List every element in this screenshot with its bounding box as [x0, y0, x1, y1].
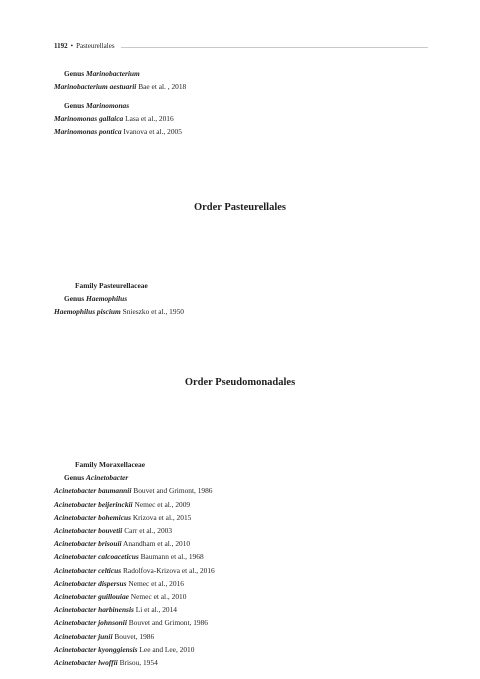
species-authority: Nemec et al., 2016 — [128, 578, 184, 588]
order-title-pasteurellales: Order Pasteurellales — [193, 202, 287, 213]
species-entry — [0, 616, 480, 629]
species-entry — [0, 590, 480, 603]
species-authority: Krizova et al., 2015 — [132, 512, 192, 522]
header-rule — [121, 47, 428, 48]
species-entry — [0, 511, 480, 524]
species-name: Acinetobacter dispersus — [54, 578, 127, 588]
species-name: Acinetobacter lwoffii — [54, 658, 118, 668]
species-entry — [0, 305, 480, 318]
genus-name: Marinomonas — [86, 101, 130, 110]
species-entry — [0, 112, 480, 125]
genus-prefix: Genus — [64, 101, 85, 110]
species-authority: Bouvet and Grimont, 1986 — [128, 618, 208, 628]
genus-prefix: Genus — [64, 473, 85, 483]
species-entry — [0, 564, 480, 577]
species-entry — [0, 524, 480, 537]
genus-heading — [0, 471, 480, 484]
species-entry — [0, 80, 480, 93]
species-name: Marinomonas pontica — [54, 127, 122, 137]
species-name: Acinetobacter bouvetii — [54, 526, 123, 536]
species-entry — [0, 484, 480, 497]
header-separator: • — [70, 42, 74, 50]
species-name: Acinetobacter beijerinckii — [54, 499, 133, 509]
family-heading: Family Pasteurellaceae — [75, 281, 148, 290]
family-heading: Family Moraxellaceae — [75, 460, 145, 469]
species-entry — [0, 630, 480, 643]
species-authority: Baumann et al., 1968 — [140, 552, 204, 562]
species-name: Acinetobacter brisouii — [54, 539, 122, 549]
species-name: Marinobacterium aestuarii — [54, 82, 137, 92]
species-name: Acinetobacter harbinensis — [54, 605, 134, 615]
species-name: Acinetobacter baumannii — [54, 486, 132, 496]
species-authority: Bae et al. , 2018 — [138, 82, 187, 92]
species-authority: Radolfova-Krizova et al., 2016 — [122, 565, 215, 575]
marinomonas-block — [0, 99, 480, 139]
species-authority: Ivanova et al., 2005 — [123, 127, 182, 137]
species-entry — [0, 498, 480, 511]
species-authority: Bouvet and Grimont, 1986 — [133, 486, 213, 496]
genus-prefix: Genus — [64, 294, 85, 304]
marinobacterium-block — [0, 67, 480, 93]
species-authority: Carr et al., 2003 — [124, 526, 173, 536]
species-authority: Snieszko et al., 1950 — [122, 307, 184, 317]
genus-heading — [0, 292, 480, 305]
genus-name: Acinetobacter — [86, 473, 129, 483]
genus-name: Marinobacterium — [86, 69, 140, 78]
species-name: Haemophilus piscium — [54, 307, 121, 317]
genus-prefix: Genus — [64, 69, 85, 78]
moraxellaceae-block — [0, 458, 480, 669]
running-header — [54, 41, 115, 51]
species-name: Acinetobacter calcoaceticus — [54, 552, 139, 562]
species-name: Acinetobacter guillouiae — [54, 592, 129, 602]
species-authority: Anandham et al., 2010 — [123, 539, 191, 549]
pasteurellaceae-block — [0, 279, 480, 319]
genus-heading — [0, 67, 480, 80]
species-entry — [0, 537, 480, 550]
order-title-pseudomonadales: Order Pseudomonadales — [184, 377, 296, 388]
species-name: Acinetobacter kyonggiensis — [54, 644, 138, 654]
species-authority: Lasa et al., 2016 — [125, 114, 174, 124]
species-name: Acinetobacter bohemicus — [54, 512, 131, 522]
species-entry — [0, 125, 480, 138]
species-entry — [0, 577, 480, 590]
genus-name: Haemophilus — [86, 294, 128, 304]
species-name: Acinetobacter celticus — [54, 565, 122, 575]
species-entry — [0, 656, 480, 669]
species-authority: Lee and Lee, 2010 — [139, 644, 195, 654]
running-title: Pasteurellales — [76, 42, 115, 50]
species-authority: Nemec et al., 2009 — [134, 499, 191, 509]
species-name: Acinetobacter junii — [54, 631, 113, 641]
species-entry — [0, 643, 480, 656]
species-authority: Brisou, 1954 — [119, 658, 158, 668]
species-list — [0, 484, 480, 669]
species-authority: Bouvet, 1986 — [114, 631, 155, 641]
species-name: Acinetobacter johnsonii — [54, 618, 127, 628]
species-entry — [0, 603, 480, 616]
species-authority: Nemec et al., 2010 — [130, 592, 187, 602]
species-name: Marinomonas gallaica — [54, 114, 124, 124]
species-authority: Li et al., 2014 — [135, 605, 177, 615]
page-number: 1192 — [54, 42, 68, 50]
species-entry — [0, 550, 480, 563]
genus-heading — [0, 99, 480, 112]
